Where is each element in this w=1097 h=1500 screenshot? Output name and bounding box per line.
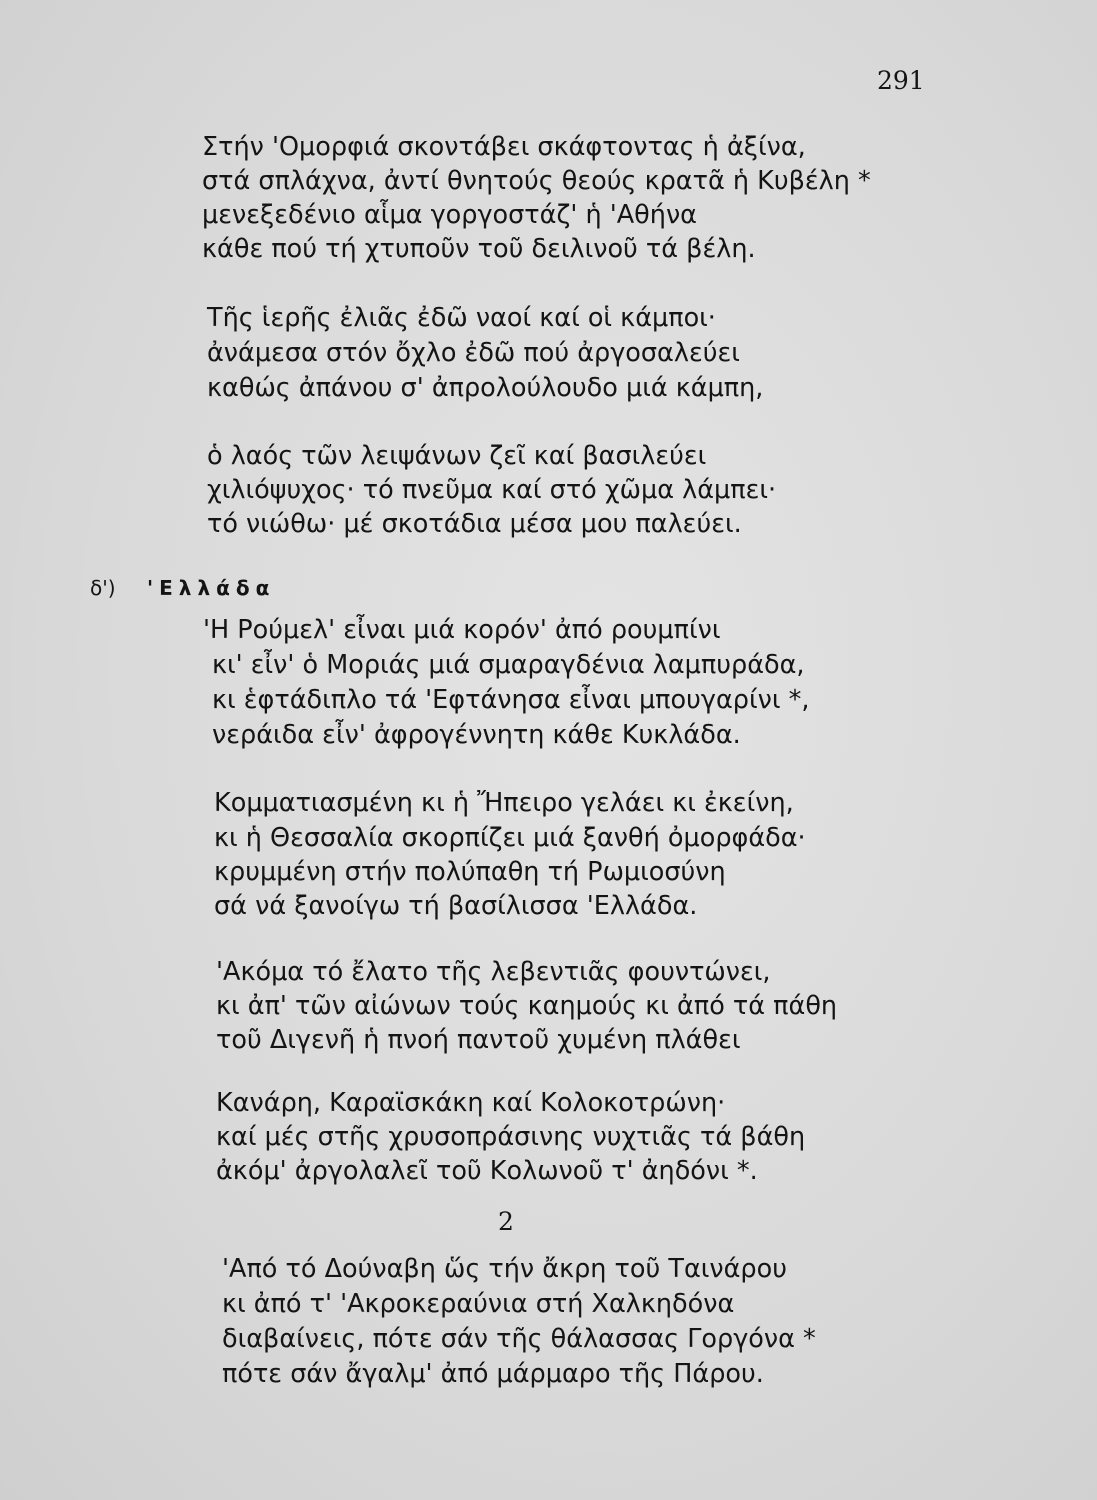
section-title: 'Ελλάδα [147,576,276,600]
poem-line: πότε σάν ἄγαλμ' ἀπό μάρμαρο τῆς Πάρου. [222,1359,764,1389]
poem-line: κι ἑφτάδιπλο τά 'Εφτάνησα εἶναι μπουγαρίνι *, [212,685,810,715]
poem-line: ὁ λαός τῶν λειψάνων ζεῖ καί βασιλεύει [207,441,707,471]
poem-line: ἀκόμ' ἀργολαλεῖ τοῦ Κολωνοῦ τ' ἀηδόνι *. [216,1156,758,1186]
poem-line: Κομματιασμένη κι ἡ Ἤπειρο γελάει κι ἐκείνη, [214,788,794,818]
poem-line: ἀνάμεσα στόν ὄχλο ἐδῶ πού ἀργοσαλεύει [207,338,740,368]
poem-line: Στήν 'Ομορφιά σκοντάβει σκάφτοντας ἡ ἀξίνα, [202,132,806,162]
poem-line: καί μές στῆς χρυσοπράσινης νυχτιᾶς τά βάθη [216,1122,806,1152]
poem-line: τό νιώθω· μέ σκοτάδια μέσα μου παλεύει. [207,509,742,539]
section-label: δ') [90,576,116,600]
poem-line: 'Από τό Δούναβη ὥς τήν ἄκρη τοῦ Ταινάρου [222,1254,787,1284]
poem-line: διαβαίνεις, πότε σάν τῆς θάλασσας Γοργόνα * [222,1324,816,1354]
poem-line: 'Ακόμα τό ἔλατο τῆς λεβεντιᾶς φουντώνει, [216,957,771,987]
poem-line: μενεξεδένιο αἷμα γοργοστάζ' ἡ 'Αθήνα [202,200,697,230]
poem-line: στά σπλάχνα, ἀντί θνητούς θεούς κρατᾶ ἡ Κυβέλη * [202,166,871,196]
poem-line: Τῆς ἱερῆς ἐλιᾶς ἐδῶ ναοί καί οἱ κάμποι· [207,303,716,333]
poem-line: καθώς ἀπάνου σ' ἀπρολούλουδο μιά κάμπη, [207,373,764,403]
poem-line: κάθε πού τή χτυποῦν τοῦ δειλινοῦ τά βέλη. [202,234,756,264]
poem-line: 'Η Ρούμελ' εἶναι μιά κορόν' ἀπό ρουμπίνι [203,615,721,645]
subsection-number: 2 [498,1207,514,1236]
poem-line: Κανάρη, Καραϊσκάκη καί Κολοκοτρώνη· [216,1088,726,1118]
poem-line: κι ἡ Θεσσαλία σκορπίζει μιά ξανθή ὀμορφάδα· [214,823,806,853]
poem-line: τοῦ Διγενῆ ἡ πνοή παντοῦ χυμένη πλάθει [216,1025,741,1055]
poem-line: κι' εἶν' ὁ Μοριάς μιά σμαραγδένια λαμπυράδα, [212,650,805,680]
poem-line: κι ἀπ' τῶν αἰώνων τούς καημούς κι ἀπό τά πάθη [216,991,838,1021]
poem-line: κι ἀπό τ' 'Ακροκεραύνια στή Χαλκηδόνα [222,1289,735,1319]
poem-line: κρυμμένη στήν πολύπαθη τή Ρωμιοσύνη [214,857,726,887]
poem-line: χιλιόψυχος· τό πνεῦμα καί στό χῶμα λάμπει· [207,475,777,505]
poem-line: σά νά ξανοίγω τή βασίλισσα 'Ελλάδα. [214,891,698,921]
page-number: 291 [877,66,925,95]
poem-line: νεράιδα εἶν' ἀφρογέννητη κάθε Κυκλάδα. [212,720,741,750]
